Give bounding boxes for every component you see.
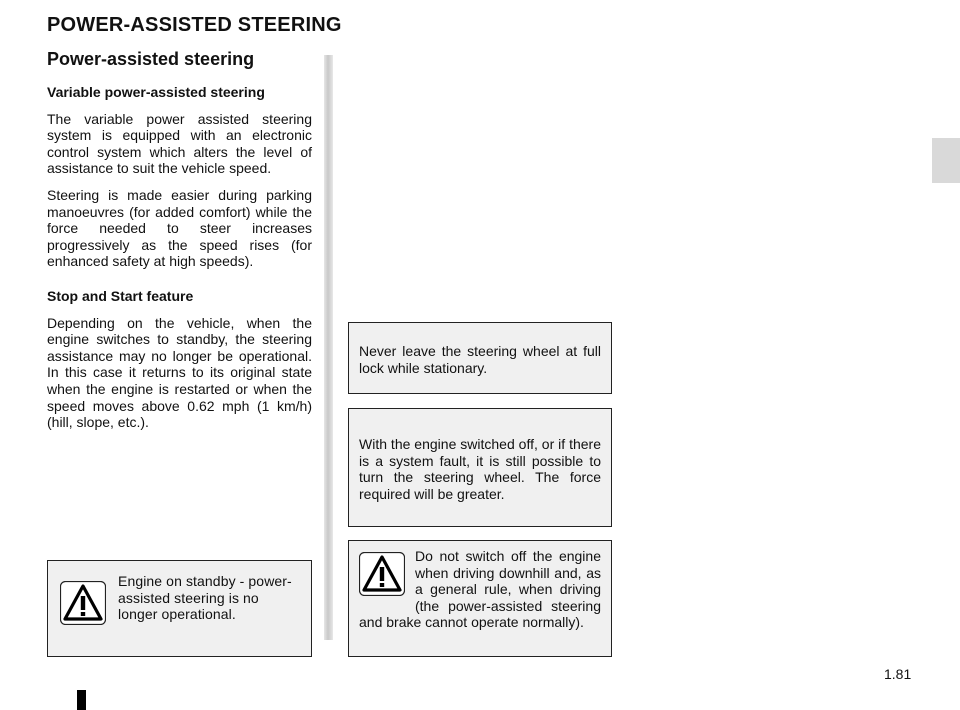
warning-triangle-icon (60, 581, 106, 625)
engine-off-note-box (348, 408, 612, 527)
column-divider (324, 55, 333, 640)
section-title: Power-assisted steering (47, 49, 255, 69)
heading-variable-steering: Variable power-assisted steering (47, 84, 265, 100)
full-lock-note-box (348, 322, 612, 394)
heading-stop-start: Stop and Start feature (47, 287, 194, 304)
corner-mark (77, 690, 86, 710)
paragraph-parking: Steering is made easier during parking manoeuvres (for added comfort) while the force needed to steer increases progressively as the speed rises (for enhanced safety at high speeds). (47, 186, 312, 270)
chapter-tab-marker (932, 138, 960, 183)
standby-warning-box (47, 560, 312, 657)
downhill-warning-text: Do not switch off the engine when driving downhill and, as a general rule, when driving (the power-assisted steering and brake cannot operate normally). (359, 548, 601, 631)
paragraph-variable-steering: The variable power assisted steering system is equipped with an electronic control system which alters the level of assistance to suit the vehicle speed. (47, 110, 312, 177)
engine-off-note-text: With the engine switched off, or if there is a system fault, it is still possible to turn the steering wheel. The force required will be greater. (359, 436, 601, 502)
left-column (47, 84, 312, 441)
full-lock-note-text: Never leave the steering wheel at full lock while stationary. (359, 343, 601, 376)
page-title: POWER-ASSISTED STEERING (47, 14, 342, 36)
standby-warning-text: Engine on standby - power-assisted steering is no longer operational. (118, 573, 292, 623)
downhill-warning-box (348, 540, 612, 657)
page-number: 1.81 (884, 666, 912, 682)
warning-triangle-icon (359, 552, 405, 596)
paragraph-stop-start: Depending on the vehicle, when the engine switches to standby, the steering assistance may no longer be operational. In this case it returns to its original state when the engine is restarted or when the speed moves above 0.62 mph (1 km/h) (hill, slope, etc.). (47, 314, 312, 431)
